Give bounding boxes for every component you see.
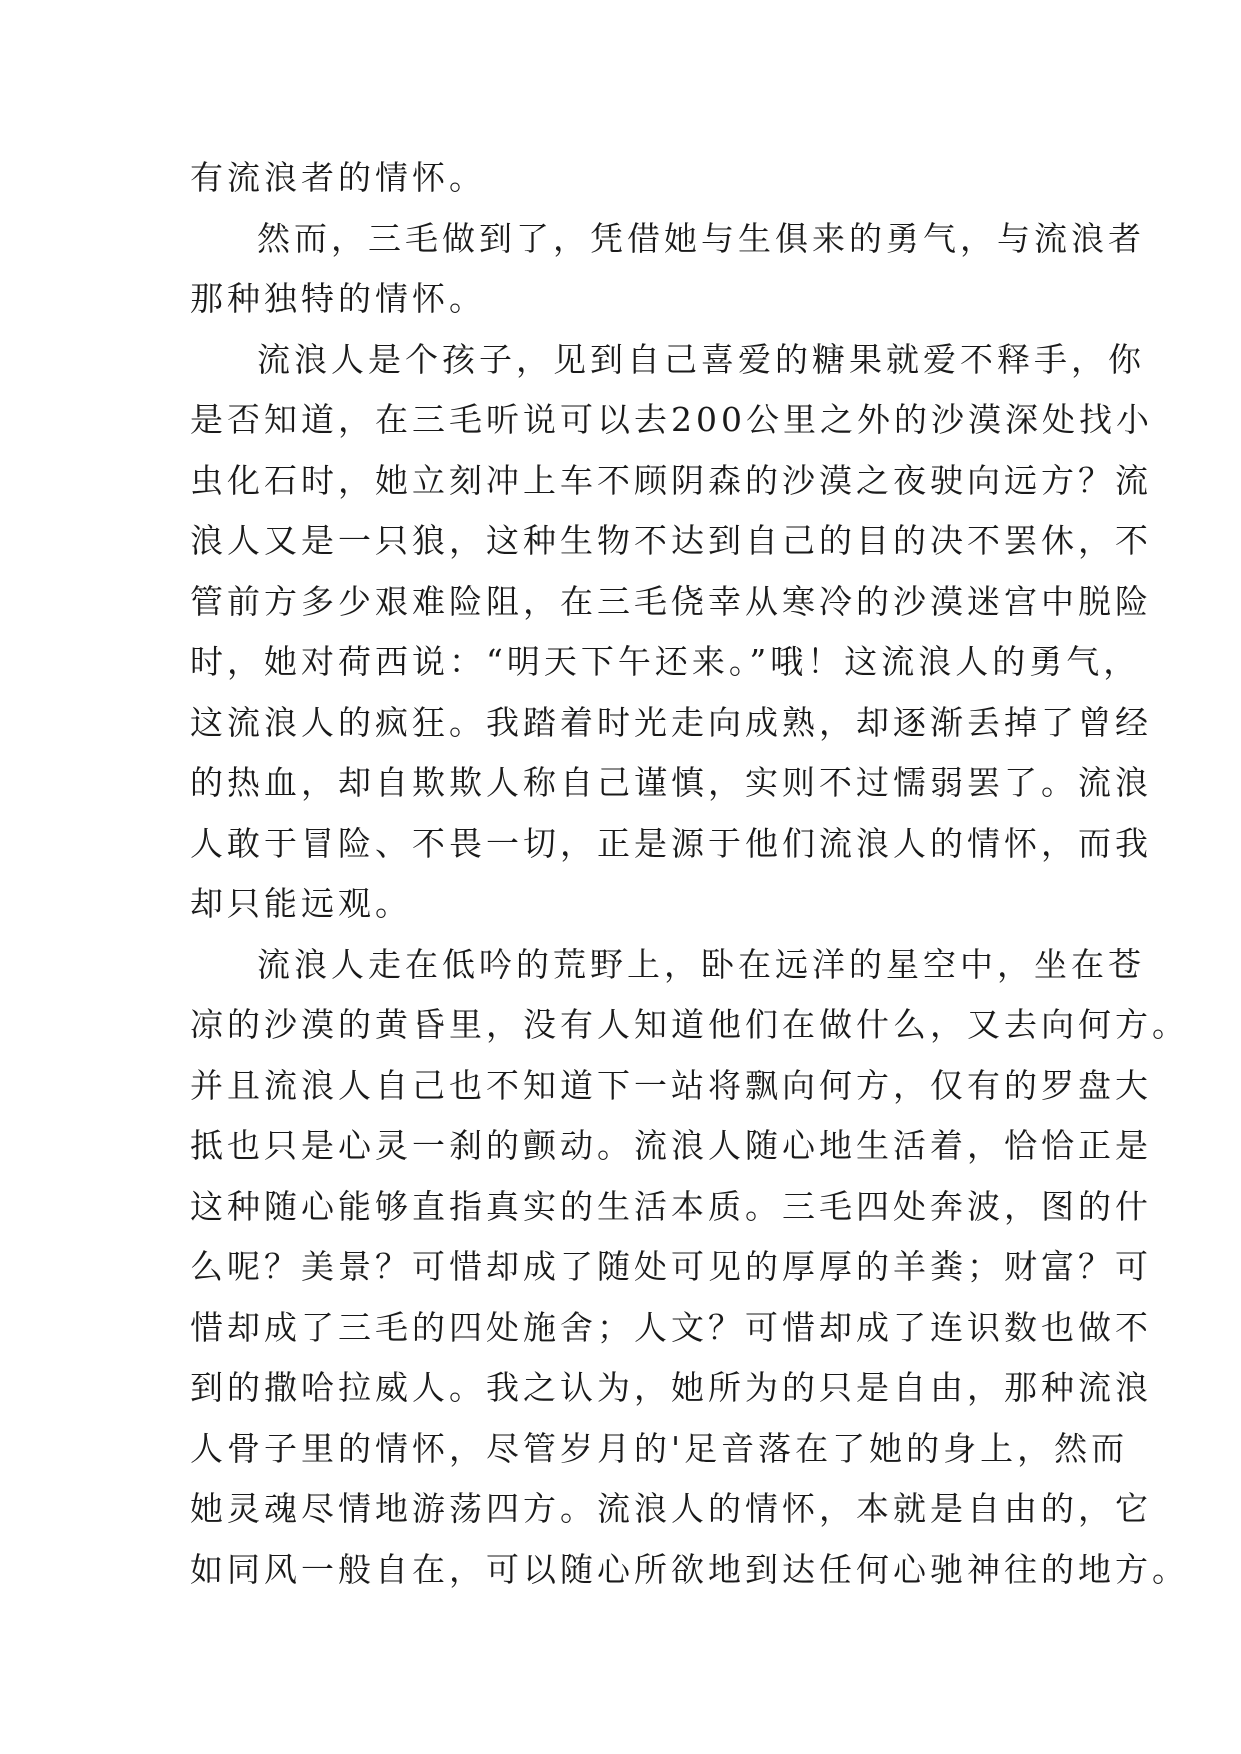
text-line: 么呢？美景？可惜却成了随处可见的厚厚的羊粪；财富？可 (190, 1247, 1152, 1286)
text-line: 她灵魂尽情地游荡四方。流浪人的情怀，本就是自由的，它 (190, 1489, 1152, 1528)
text-line: 人骨子里的情怀，尽管岁月的'足音落在了她的身上，然而 (190, 1428, 1129, 1468)
text-line: 是否知道，在三毛听说可以去200公里之外的沙漠深处找小 (190, 400, 1153, 439)
text-line: 惜却成了三毛的四处施舍；人文？可惜却成了连识数也做不 (190, 1307, 1152, 1347)
body-text (190, 158, 1189, 1610)
text-line: 管前方多少艰难险阻，在三毛侥幸从寒冷的沙漠迷宫中脱险 (190, 581, 1152, 621)
text-line: 人敢于冒险、不畏一切，正是源于他们流浪人的情怀，而我 (190, 823, 1152, 863)
text-line: 流浪人走在低吟的荒野上，卧在远洋的星空中，坐在苍 (257, 944, 1145, 984)
text-line: 的热血，却自欺欺人称自己谨慎，实则不过懦弱罢了。流浪 (190, 763, 1152, 802)
text-line: 然而，三毛做到了，凭借她与生俱来的勇气，与流浪者 (257, 218, 1145, 258)
text-line: 凉的沙漠的黄昏里，没有人知道他们在做什么，又去向何方。 (190, 1005, 1189, 1044)
text-line: 那种独特的情怀。 (190, 279, 486, 318)
text-line: 有流浪者的情怀。 (190, 158, 486, 197)
text-line: 却只能远观。 (190, 884, 412, 923)
text-line: 这种随心能够直指真实的生活本质。三毛四处奔波，图的什 (190, 1186, 1152, 1226)
text-line: 这流浪人的疯狂。我踏着时光走向成熟，却逐渐丢掉了曾经 (190, 702, 1152, 742)
text-line: 虫化石时，她立刻冲上车不顾阴森的沙漠之夜驶向远方？流 (190, 460, 1152, 500)
text-line: 到的撒哈拉威人。我之认为，她所为的只是自由，那种流浪 (190, 1368, 1152, 1407)
text-line: 流浪人是个孩子，见到自己喜爱的糖果就爱不释手，你 (257, 339, 1145, 379)
text-line: 浪人又是一只狼，这种生物不达到自己的目的决不罢休，不 (190, 521, 1152, 560)
text-line: 并且流浪人自己也不知道下一站将飘向何方，仅有的罗盘大 (190, 1065, 1152, 1105)
text-line: 如同风一般自在，可以随心所欲地到达任何心驰神往的地方。 (190, 1549, 1189, 1589)
text-line: 抵也只是心灵一刹的颤动。流浪人随心地生活着，恰恰正是 (190, 1126, 1152, 1165)
text-line: 时，她对荷西说：“明天下午还来。”哦！这流浪人的勇气， (190, 642, 1141, 681)
